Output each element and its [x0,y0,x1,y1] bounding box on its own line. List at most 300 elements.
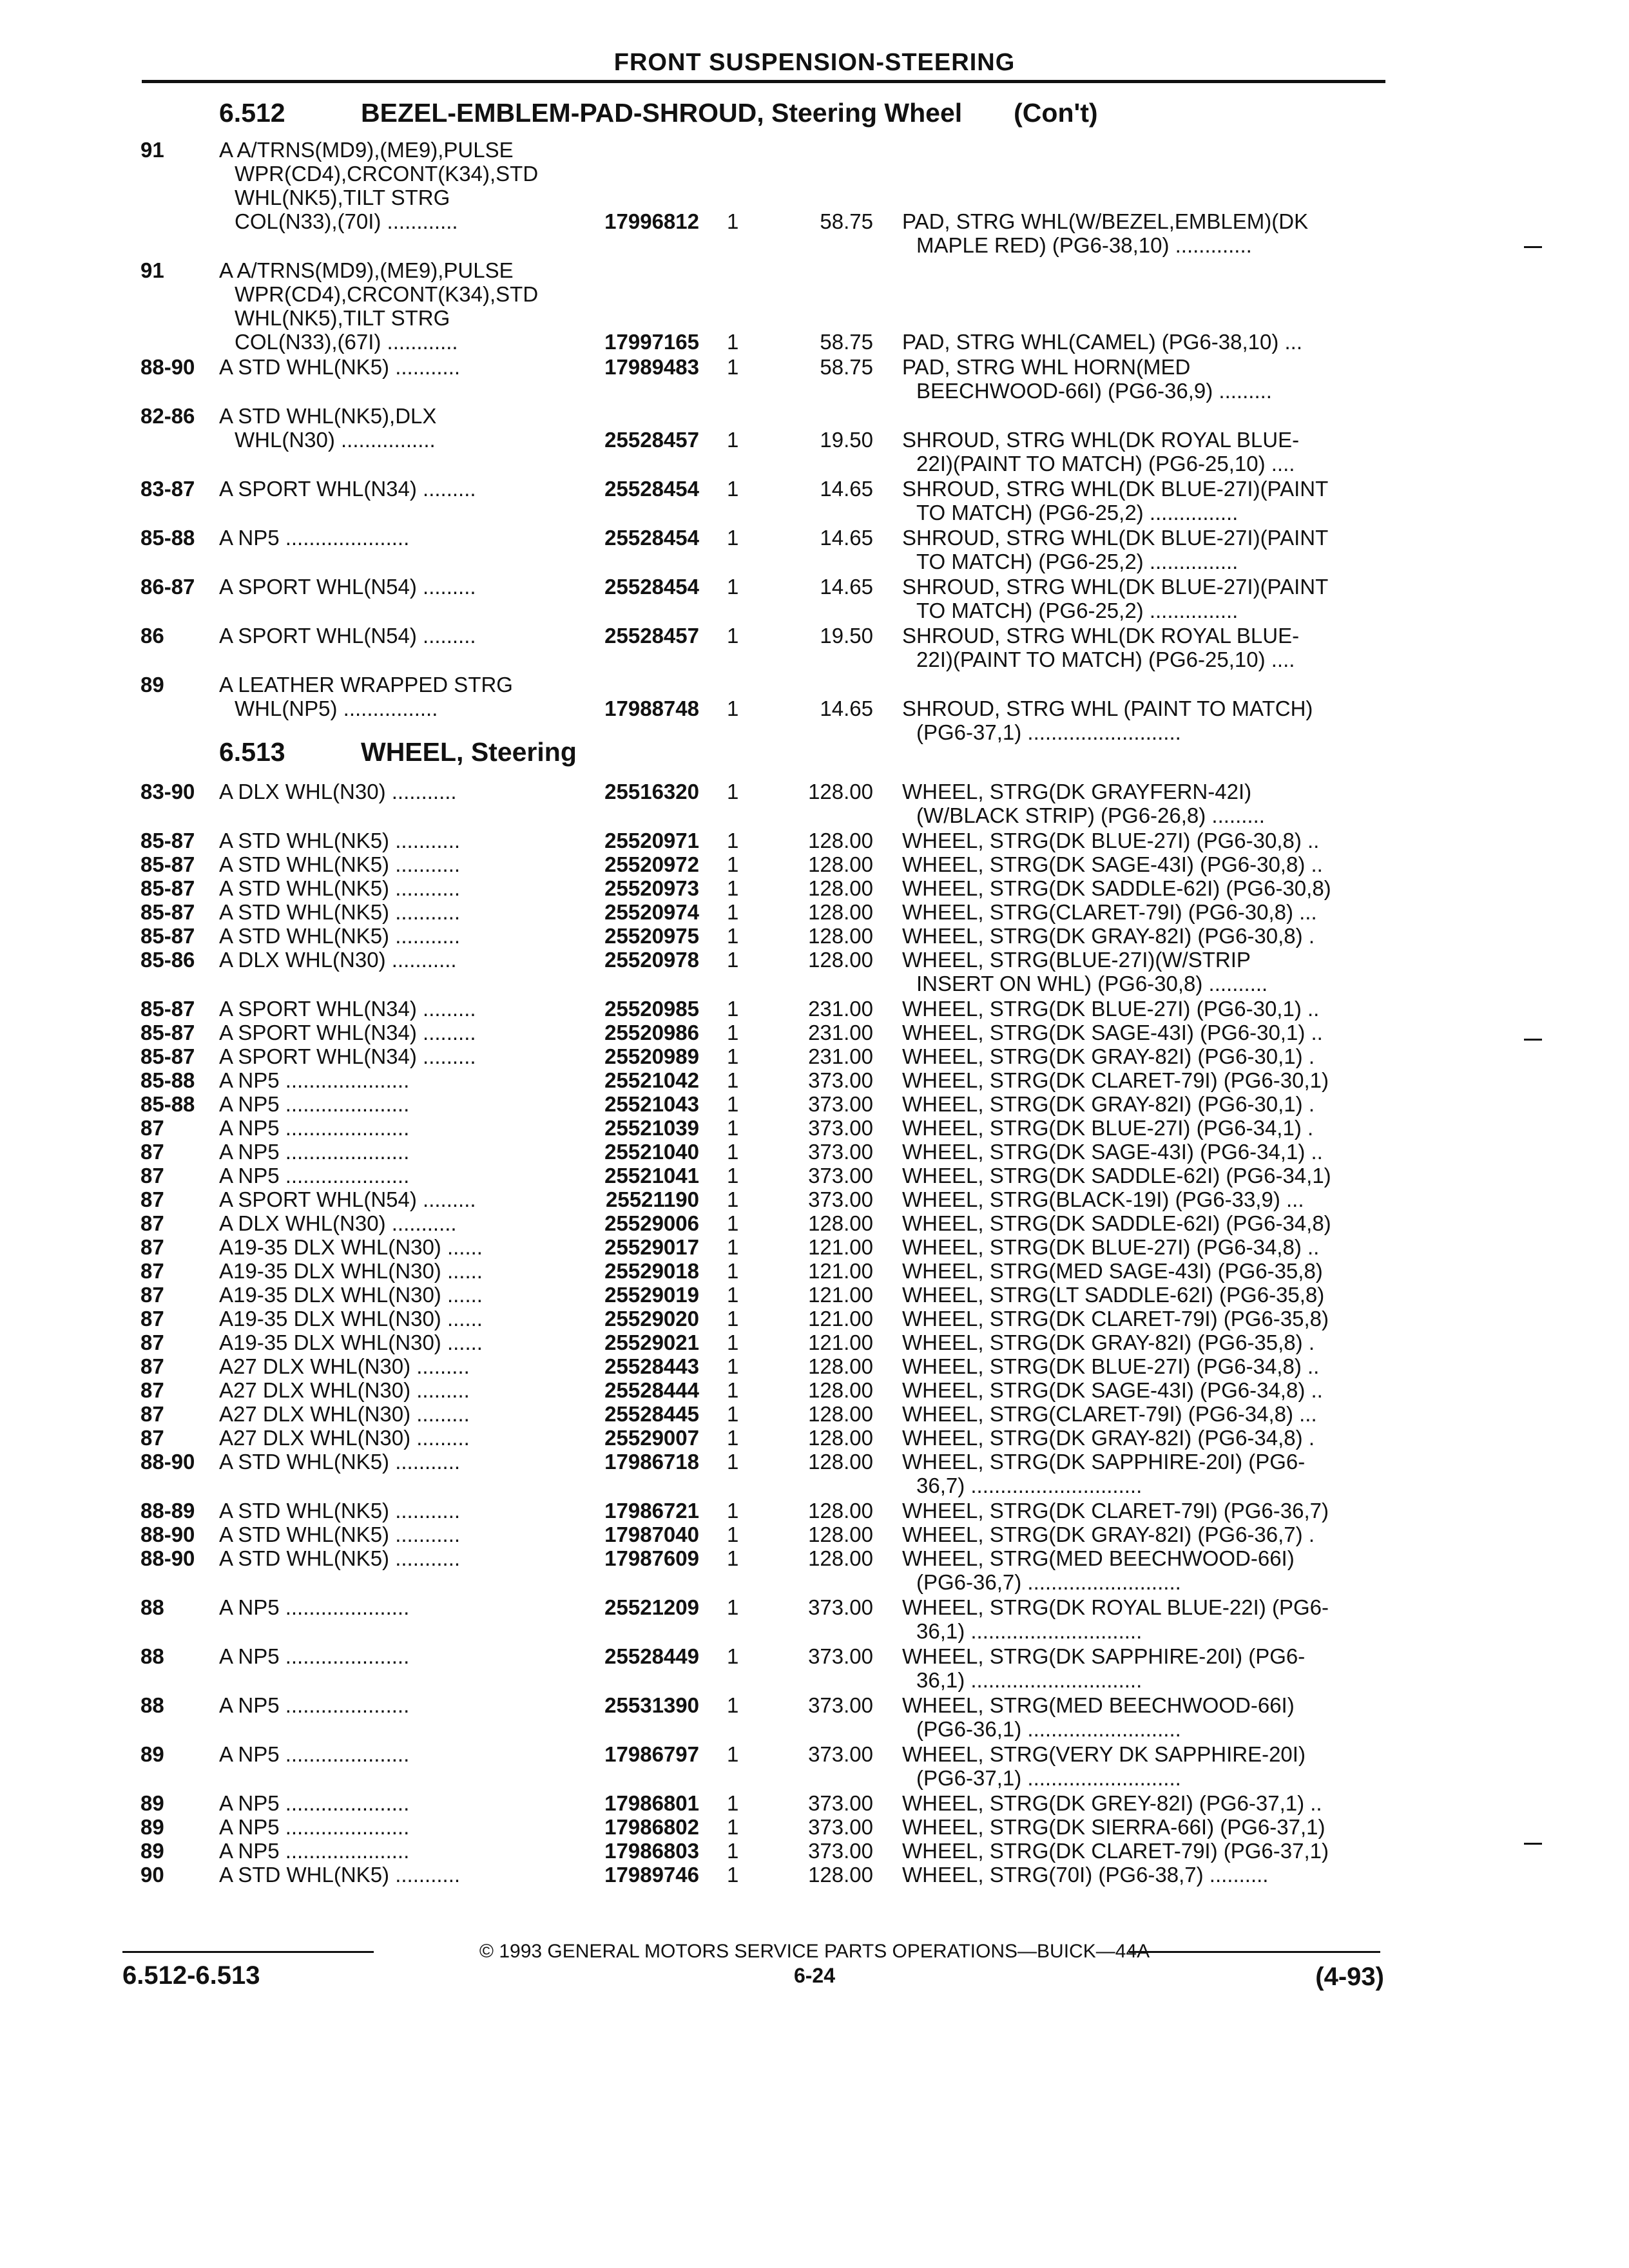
row-part-name: 36,7) ............................. [916,1474,1142,1497]
row-part-name: WHEEL, STRG(DK SAPPHIRE-20I) (PG6- [902,1644,1306,1668]
row-part-name: WHEEL, STRG(DK GREY-82I) (PG6-37,1) .. [902,1791,1322,1815]
row-description: A NP5 ..................... [219,1595,410,1619]
row-price: 373.00 [808,1693,873,1717]
row-year: 87 [140,1354,164,1378]
row-description: A A/TRNS(MD9),(ME9),PULSE [219,258,514,282]
row-part-number: 25529019 [604,1283,699,1307]
row-year: 90 [140,1863,164,1887]
row-part-name: PAD, STRG WHL(W/BEZEL,EMBLEM)(DK [902,209,1309,233]
row-quantity: 1 [727,1354,739,1378]
row-part-name: WHEEL, STRG(DK SADDLE-62I) (PG6-30,8) [902,876,1331,900]
row-year: 87 [140,1426,164,1450]
row-year: 82-86 [140,404,195,428]
row-part-number: 25520978 [604,948,699,972]
row-year: 85-87 [140,1021,195,1044]
row-part-name: MAPLE RED) (PG6-38,10) ............. [916,233,1252,257]
row-quantity: 1 [727,900,739,924]
row-part-name: WHEEL, STRG(DK GRAY-82I) (PG6-30,1) . [902,1092,1315,1116]
row-quantity: 1 [727,829,739,852]
row-price: 373.00 [808,1595,873,1619]
row-description: A27 DLX WHL(N30) ......... [219,1402,470,1426]
row-year: 88-90 [140,1546,195,1570]
row-part-number: 25529021 [604,1331,699,1354]
margin-mark [1524,246,1542,248]
row-year: 89 [140,1791,164,1815]
row-part-name: WHEEL, STRG(DK ROYAL BLUE-22I) (PG6- [902,1595,1329,1619]
row-year: 85-87 [140,829,195,852]
row-price: 14.65 [820,526,873,550]
row-part-number: 17986803 [604,1839,699,1863]
section-title: WHEEL, Steering [361,737,577,767]
row-year: 89 [140,673,164,697]
row-year: 87 [140,1378,164,1402]
row-part-number: 17987609 [604,1546,699,1570]
row-year: 87 [140,1331,164,1354]
row-price: 128.00 [808,948,873,972]
row-description: A SPORT WHL(N34) ......... [219,1044,476,1068]
row-part-number: 25520972 [604,852,699,876]
row-quantity: 1 [727,1044,739,1068]
row-year: 87 [140,1116,164,1140]
row-year: 86 [140,624,164,648]
row-price: 373.00 [808,1164,873,1187]
row-part-number: 17997165 [604,330,699,354]
row-price: 373.00 [808,1068,873,1092]
row-part-name: SHROUD, STRG WHL(DK BLUE-27I)(PAINT [902,575,1329,599]
row-price: 373.00 [808,1140,873,1164]
row-quantity: 1 [727,1426,739,1450]
row-description: A NP5 ..................... [219,1742,410,1766]
row-description: A NP5 ..................... [219,1839,410,1863]
row-quantity: 1 [727,780,739,803]
row-price: 128.00 [808,1211,873,1235]
row-part-name: (PG6-36,1) .......................... [916,1717,1181,1741]
row-quantity: 1 [727,1450,739,1474]
row-quantity: 1 [727,1092,739,1116]
row-price: 128.00 [808,852,873,876]
row-price: 128.00 [808,780,873,803]
row-part-number: 25528449 [604,1644,699,1668]
row-part-name: 36,1) ............................. [916,1668,1142,1692]
row-part-name: TO MATCH) (PG6-25,2) ............... [916,501,1239,524]
row-price: 231.00 [808,1021,873,1044]
row-quantity: 1 [727,1644,739,1668]
row-year: 86-87 [140,575,195,599]
row-part-number: 25521039 [604,1116,699,1140]
row-part-name: WHEEL, STRG(DK SAGE-43I) (PG6-34,8) .. [902,1378,1323,1402]
row-price: 373.00 [808,1644,873,1668]
row-part-name: WHEEL, STRG(DK SAGE-43I) (PG6-30,8) .. [902,852,1323,876]
row-part-name: SHROUD, STRG WHL (PAINT TO MATCH) [902,697,1313,720]
row-part-name: SHROUD, STRG WHL(DK BLUE-27I)(PAINT [902,526,1329,550]
row-part-number: 25520975 [604,924,699,948]
row-price: 128.00 [808,1546,873,1570]
row-price: 128.00 [808,1499,873,1523]
row-part-name: BEECHWOOD-66I) (PG6-36,9) ......... [916,379,1272,403]
row-description: A NP5 ..................... [219,1164,410,1187]
row-part-name: PAD, STRG WHL(CAMEL) (PG6-38,10) ... [902,330,1303,354]
row-part-number: 25529007 [604,1426,699,1450]
row-description: WPR(CD4),CRCONT(K34),STD [235,162,539,186]
row-quantity: 1 [727,1283,739,1307]
row-part-number: 25529017 [604,1235,699,1259]
row-quantity: 1 [727,1546,739,1570]
row-part-name: WHEEL, STRG(BLACK-19I) (PG6-33,9) ... [902,1187,1304,1211]
row-year: 85-87 [140,900,195,924]
row-year: 87 [140,1259,164,1283]
row-description: A DLX WHL(N30) ........... [219,780,457,803]
row-price: 14.65 [820,575,873,599]
row-description: A19-35 DLX WHL(N30) ...... [219,1235,483,1259]
row-description: WHL(NK5),TILT STRG [235,306,450,330]
row-description: COL(N33),(70I) ............ [235,209,458,233]
row-quantity: 1 [727,1499,739,1523]
row-year: 91 [140,258,164,282]
row-price: 128.00 [808,1354,873,1378]
row-quantity: 1 [727,330,739,354]
row-description: A STD WHL(NK5) ........... [219,1546,461,1570]
row-year: 89 [140,1815,164,1839]
row-part-number: 25520985 [604,997,699,1021]
row-part-name: WHEEL, STRG(CLARET-79I) (PG6-34,8) ... [902,1402,1317,1426]
row-year: 87 [140,1307,164,1331]
row-price: 121.00 [808,1235,873,1259]
row-part-number: 25529020 [604,1307,699,1331]
row-quantity: 1 [727,1259,739,1283]
row-quantity: 1 [727,997,739,1021]
row-quantity: 1 [727,876,739,900]
row-description: A19-35 DLX WHL(N30) ...... [219,1307,483,1331]
row-year: 87 [140,1283,164,1307]
row-part-number: 25529018 [604,1259,699,1283]
row-quantity: 1 [727,852,739,876]
row-part-number: 25521209 [604,1595,699,1619]
row-quantity: 1 [727,428,739,452]
row-description: A27 DLX WHL(N30) ......... [219,1354,470,1378]
row-quantity: 1 [727,1742,739,1766]
row-part-number: 17987040 [604,1523,699,1546]
row-price: 14.65 [820,477,873,501]
row-description: A NP5 ..................... [219,1644,410,1668]
row-price: 128.00 [808,924,873,948]
row-part-number: 25516320 [604,780,699,803]
row-part-number: 25528454 [604,477,699,501]
row-quantity: 1 [727,924,739,948]
row-quantity: 1 [727,1164,739,1187]
row-quantity: 1 [727,1116,739,1140]
row-year: 87 [140,1402,164,1426]
row-year: 87 [140,1187,164,1211]
row-part-name: WHEEL, STRG(DK GRAY-82I) (PG6-36,7) . [902,1523,1315,1546]
row-description: A STD WHL(NK5) ........... [219,1863,461,1887]
row-price: 128.00 [808,1450,873,1474]
row-price: 373.00 [808,1116,873,1140]
row-quantity: 1 [727,624,739,648]
row-quantity: 1 [727,1815,739,1839]
row-part-number: 17986797 [604,1742,699,1766]
row-part-name: WHEEL, STRG(DK CLARET-79I) (PG6-35,8) [902,1307,1329,1331]
row-price: 128.00 [808,1426,873,1450]
row-year: 85-87 [140,924,195,948]
row-part-name: TO MATCH) (PG6-25,2) ............... [916,550,1239,573]
row-description: A NP5 ..................... [219,1815,410,1839]
row-year: 89 [140,1742,164,1766]
row-quantity: 1 [727,1140,739,1164]
row-price: 373.00 [808,1791,873,1815]
row-description: COL(N33),(67I) ............ [235,330,458,354]
row-part-name: WHEEL, STRG(DK SIERRA-66I) (PG6-37,1) [902,1815,1325,1839]
row-description: A STD WHL(NK5) ........... [219,1523,461,1546]
row-quantity: 1 [727,1307,739,1331]
row-quantity: 1 [727,1211,739,1235]
row-part-name: WHEEL, STRG(BLUE-27I)(W/STRIP [902,948,1251,972]
row-part-name: WHEEL, STRG(DK BLUE-27I) (PG6-30,8) .. [902,829,1320,852]
row-part-number: 25528454 [604,575,699,599]
row-part-name: WHEEL, STRG(LT SADDLE-62I) (PG6-35,8) [902,1283,1325,1307]
row-quantity: 1 [727,1839,739,1863]
row-part-name: SHROUD, STRG WHL(DK ROYAL BLUE- [902,624,1300,648]
row-quantity: 1 [727,1187,739,1211]
row-description: A NP5 ..................... [219,1791,410,1815]
row-price: 58.75 [820,355,873,379]
row-part-name: WHEEL, STRG(DK GRAY-82I) (PG6-30,1) . [902,1044,1315,1068]
row-year: 85-88 [140,1092,195,1116]
row-price: 373.00 [808,1092,873,1116]
row-description: A19-35 DLX WHL(N30) ...... [219,1259,483,1283]
row-year: 89 [140,1839,164,1863]
row-description: WPR(CD4),CRCONT(K34),STD [235,282,539,306]
row-part-name: (PG6-37,1) .......................... [916,720,1181,744]
row-part-number: 25520971 [604,829,699,852]
row-description: A STD WHL(NK5) ........... [219,852,461,876]
row-year: 85-86 [140,948,195,972]
row-quantity: 1 [727,1693,739,1717]
row-part-number: 25520989 [604,1044,699,1068]
row-description: A STD WHL(NK5) ........... [219,829,461,852]
row-part-name: (PG6-37,1) .......................... [916,1766,1181,1790]
row-part-name: WHEEL, STRG(CLARET-79I) (PG6-30,8) ... [902,900,1317,924]
row-description: A STD WHL(NK5),DLX [219,404,437,428]
row-part-number: 17989483 [604,355,699,379]
row-price: 373.00 [808,1839,873,1863]
row-description: A NP5 ..................... [219,1092,410,1116]
section-continued: (Con't) [1014,98,1098,128]
row-part-number: 25520974 [604,900,699,924]
row-price: 19.50 [820,624,873,648]
row-quantity: 1 [727,1863,739,1887]
row-description: WHL(NK5),TILT STRG [235,186,450,209]
row-description: A19-35 DLX WHL(N30) ...... [219,1331,483,1354]
row-quantity: 1 [727,1402,739,1426]
page-title: FRONT SUSPENSION-STEERING [613,49,1016,76]
row-part-number: 25521040 [604,1140,699,1164]
row-part-name: WHEEL, STRG(DK CLARET-79I) (PG6-37,1) [902,1839,1329,1863]
row-price: 231.00 [808,997,873,1021]
row-price: 58.75 [820,209,873,233]
row-year: 88-90 [140,1523,195,1546]
row-part-number: 25520973 [604,876,699,900]
row-part-number: 25528457 [604,624,699,648]
row-description: A DLX WHL(N30) ........... [219,948,457,972]
row-price: 121.00 [808,1283,873,1307]
row-part-number: 25528444 [604,1378,699,1402]
row-year: 91 [140,138,164,162]
row-part-number: 17986801 [604,1791,699,1815]
row-quantity: 1 [727,1235,739,1259]
row-part-name: WHEEL, STRG(70I) (PG6-38,7) .......... [902,1863,1269,1887]
row-part-number: 25521190 [605,1187,699,1211]
row-part-number: 25521041 [604,1164,699,1187]
row-description: WHL(NP5) ................ [235,697,438,720]
row-year: 88 [140,1644,164,1668]
row-year: 85-87 [140,997,195,1021]
row-part-name: WHEEL, STRG(DK SAPPHIRE-20I) (PG6- [902,1450,1306,1474]
row-part-name: WHEEL, STRG(MED BEECHWOOD-66I) [902,1546,1295,1570]
row-price: 373.00 [808,1742,873,1766]
row-quantity: 1 [727,575,739,599]
row-description: A LEATHER WRAPPED STRG [219,673,513,697]
row-description: A SPORT WHL(N34) ......... [219,997,476,1021]
row-year: 85-87 [140,852,195,876]
row-part-name: WHEEL, STRG(DK SAGE-43I) (PG6-30,1) .. [902,1021,1323,1044]
row-price: 121.00 [808,1307,873,1331]
row-description: WHL(N30) ................ [235,428,436,452]
row-part-number: 25528454 [604,526,699,550]
row-quantity: 1 [727,1378,739,1402]
row-part-name: (PG6-36,7) .......................... [916,1570,1181,1594]
row-part-name: WHEEL, STRG(VERY DK SAPPHIRE-20I) [902,1742,1306,1766]
row-year: 85-88 [140,1068,195,1092]
row-quantity: 1 [727,1791,739,1815]
row-part-number: 25520986 [604,1021,699,1044]
row-part-name: WHEEL, STRG(DK SADDLE-62I) (PG6-34,1) [902,1164,1331,1187]
row-part-name: WHEEL, STRG(DK GRAY-82I) (PG6-30,8) . [902,924,1315,948]
row-quantity: 1 [727,948,739,972]
row-quantity: 1 [727,209,739,233]
row-part-name: TO MATCH) (PG6-25,2) ............... [916,599,1239,622]
row-description: A SPORT WHL(N34) ......... [219,1021,476,1044]
row-description: A NP5 ..................... [219,1116,410,1140]
row-quantity: 1 [727,477,739,501]
row-quantity: 1 [727,1068,739,1092]
row-description: A STD WHL(NK5) ........... [219,1499,461,1523]
row-price: 128.00 [808,1378,873,1402]
row-year: 87 [140,1235,164,1259]
row-part-name: SHROUD, STRG WHL(DK BLUE-27I)(PAINT [902,477,1329,501]
row-description: A NP5 ..................... [219,526,410,550]
row-year: 87 [140,1211,164,1235]
row-price: 121.00 [808,1331,873,1354]
row-part-number: 25528443 [604,1354,699,1378]
row-part-name: 36,1) ............................. [916,1619,1142,1643]
row-year: 88-90 [140,355,195,379]
row-quantity: 1 [727,697,739,720]
row-part-name: (W/BLACK STRIP) (PG6-26,8) ......... [916,803,1265,827]
row-part-name: WHEEL, STRG(MED SAGE-43I) (PG6-35,8) [902,1259,1323,1283]
row-price: 128.00 [808,876,873,900]
row-description: A27 DLX WHL(N30) ......... [219,1378,470,1402]
row-year: 83-90 [140,780,195,803]
row-part-name: WHEEL, STRG(DK SAGE-43I) (PG6-34,1) .. [902,1140,1323,1164]
row-description: A19-35 DLX WHL(N30) ...... [219,1283,483,1307]
row-description: A NP5 ..................... [219,1140,410,1164]
row-price: 128.00 [808,1863,873,1887]
row-price: 128.00 [808,829,873,852]
row-price: 128.00 [808,900,873,924]
row-year: 85-87 [140,876,195,900]
row-part-number: 17988748 [604,697,699,720]
row-description: A A/TRNS(MD9),(ME9),PULSE [219,138,514,162]
row-part-name: WHEEL, STRG(DK BLUE-27I) (PG6-34,1) . [902,1116,1314,1140]
row-year: 85-87 [140,1044,195,1068]
row-description: A SPORT WHL(N54) ......... [219,1187,476,1211]
row-price: 373.00 [808,1187,873,1211]
row-part-number: 17996812 [604,209,699,233]
section-number: 6.512 [219,98,285,128]
row-year: 87 [140,1140,164,1164]
row-quantity: 1 [727,1021,739,1044]
row-part-name: 22I)(PAINT TO MATCH) (PG6-25,10) .... [916,648,1295,671]
row-part-name: WHEEL, STRG(MED BEECHWOOD-66I) [902,1693,1295,1717]
row-year: 87 [140,1164,164,1187]
row-description: A DLX WHL(N30) ........... [219,1211,457,1235]
row-description: A SPORT WHL(N54) ......... [219,624,476,648]
row-part-name: PAD, STRG WHL HORN(MED [902,355,1191,379]
row-part-number: 17989746 [604,1863,699,1887]
row-part-name: SHROUD, STRG WHL(DK ROYAL BLUE- [902,428,1300,452]
row-part-number: 25521043 [604,1092,699,1116]
row-year: 88 [140,1693,164,1717]
row-part-name: WHEEL, STRG(DK BLUE-27I) (PG6-34,8) .. [902,1354,1320,1378]
row-description: A STD WHL(NK5) ........... [219,900,461,924]
row-part-number: 17986802 [604,1815,699,1839]
section-number: 6.513 [219,737,285,767]
row-year: 88-90 [140,1450,195,1474]
row-description: A NP5 ..................... [219,1693,410,1717]
row-quantity: 1 [727,526,739,550]
row-year: 88 [140,1595,164,1619]
row-part-number: 17986718 [604,1450,699,1474]
row-quantity: 1 [727,1331,739,1354]
row-description: A NP5 ..................... [219,1068,410,1092]
row-price: 121.00 [808,1259,873,1283]
row-part-number: 25521042 [604,1068,699,1092]
revision-date: (4-93) [1315,1963,1384,1991]
row-part-number: 25528457 [604,428,699,452]
row-part-name: WHEEL, STRG(DK BLUE-27I) (PG6-34,8) .. [902,1235,1320,1259]
page-number: 6-24 [793,1964,836,1987]
row-part-name: WHEEL, STRG(DK GRAYFERN-42I) [902,780,1252,803]
row-price: 19.50 [820,428,873,452]
section-range: 6.512-6.513 [122,1961,260,1990]
row-part-name: 22I)(PAINT TO MATCH) (PG6-25,10) .... [916,452,1295,476]
row-price: 14.65 [820,697,873,720]
row-quantity: 1 [727,355,739,379]
row-price: 231.00 [808,1044,873,1068]
row-description: A SPORT WHL(N34) ......... [219,477,476,501]
row-part-name: WHEEL, STRG(DK CLARET-79I) (PG6-30,1) [902,1068,1329,1092]
row-part-number: 25531390 [604,1693,699,1717]
row-description: A SPORT WHL(N54) ......... [219,575,476,599]
row-part-number: 17986721 [604,1499,699,1523]
copyright-notice: © 1993 GENERAL MOTORS SERVICE PARTS OPERATIONS—BUICK—44A [479,1941,1150,1962]
section-title: BEZEL-EMBLEM-PAD-SHROUD, Steering Wheel [361,98,963,128]
row-description: A STD WHL(NK5) ........... [219,924,461,948]
row-part-name: WHEEL, STRG(DK CLARET-79I) (PG6-36,7) [902,1499,1329,1523]
row-part-name: INSERT ON WHL) (PG6-30,8) .......... [916,972,1268,995]
row-year: 88-89 [140,1499,195,1523]
row-description: A STD WHL(NK5) ........... [219,876,461,900]
